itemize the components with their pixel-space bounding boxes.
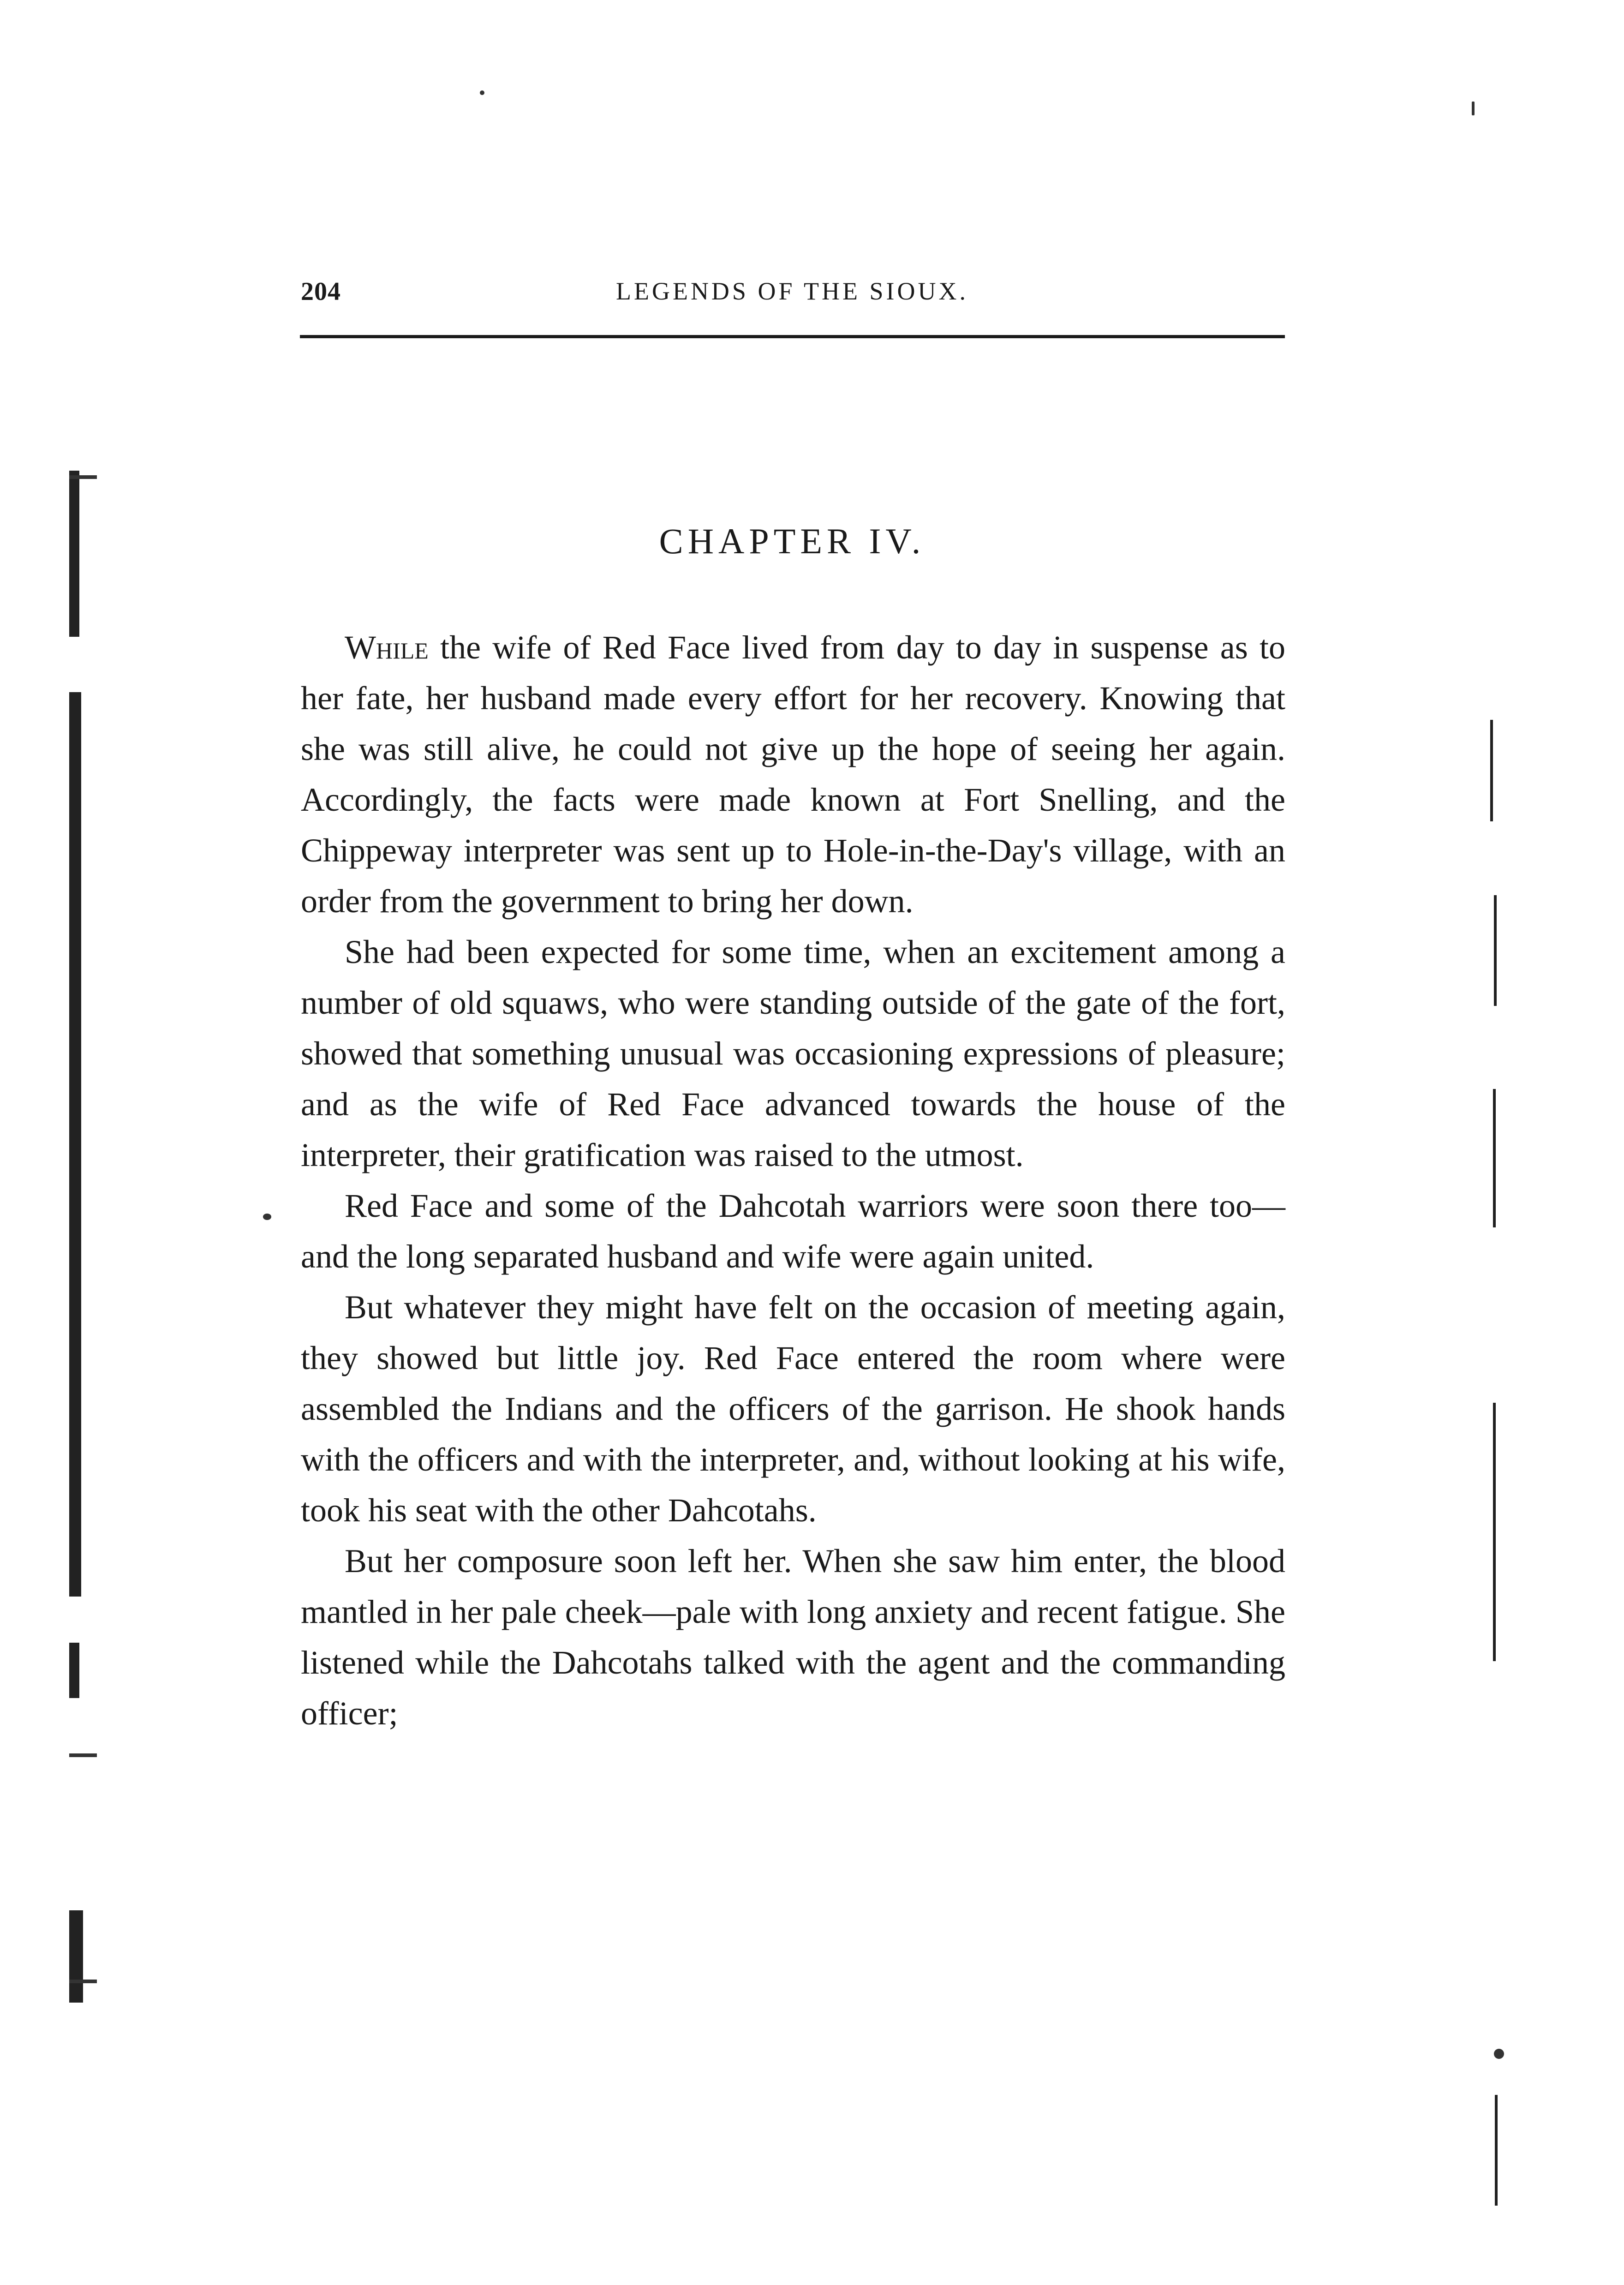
body-text [301,622,1285,1739]
scan-artifact [69,1643,79,1698]
page-number: 204 [301,277,341,306]
running-title: LEGENDS OF THE SIOUX. [615,277,968,305]
scan-artifact [69,1980,97,1983]
paragraph: But whatever they might have felt on the occasion of meeting again, they showed but little joy. Red Face entered the room where were assembled the Indians and the officers of the garrison. He shook hands with the officers and with the interpreter, and, without looking at his wife, took his seat with the other Dahcotahs. [301,1289,1285,1529]
paragraph: Red Face and some of the Dahcotah warriors were soon there too—and the long separated husband and wife were again united. [301,1187,1285,1275]
scan-artifact [1472,102,1475,115]
paragraph-lead-word: While [345,629,429,666]
paragraph: She had been expected for some time, when an excitement among a number of old squaws, who were standing outside of the gate of the fort, showed that something unusual was occasioning expressions of pleasure; and as the wife of Red Face advanced towards the house of the interpreter, their gratification was raised to the utmost. [301,933,1285,1173]
scan-artifact [1493,1089,1496,1227]
chapter-title: CHAPTER IV. [659,521,925,561]
scan-artifact [69,692,81,1597]
scan-artifact [1495,2095,1498,2206]
scan-artifact [480,90,484,95]
scan-artifact [69,1910,83,2003]
running-header [301,277,1284,314]
scan-artifact [1494,2049,1504,2059]
scan-artifact [1494,895,1497,1006]
paragraph [301,622,1285,927]
scan-artifact [69,471,79,637]
paragraph: But her composure soon left her. When she saw him enter, the blood mantled in her pale cheek—pale with long anxiety and recent fatigue. She listened while the Dahcotahs talked with the agent and the commanding officer; [301,1543,1285,1732]
header-rule [300,335,1285,338]
scan-artifact [263,1214,271,1220]
scan-artifact [69,1753,97,1757]
scan-artifact [1490,720,1493,821]
paragraph-text: the wife of Red Face lived from day to day in suspense as to her fate, her husband made every effort for her recovery. Knowing that she was still alive, he could not give up the hope of seeing her again. Accordingly, the facts were made known at Fort Snelling, and the Chippeway interpreter was sent up to Hole-in-the-Day's village, with an order from the government to bring her down. [301,629,1285,920]
scan-artifact [1493,1403,1496,1661]
scan-artifact [69,475,97,479]
